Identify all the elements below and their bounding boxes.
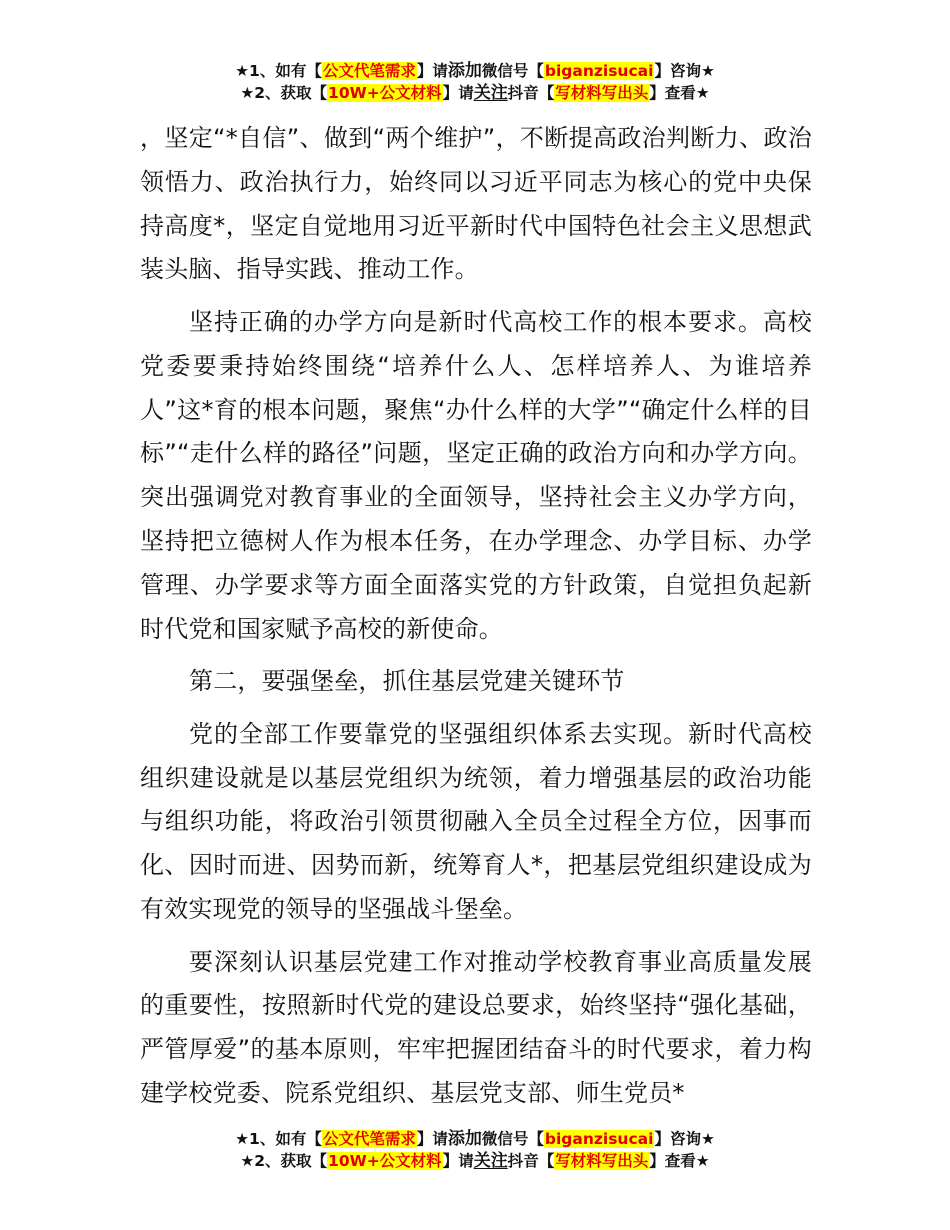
banner-text: 抖音【 bbox=[507, 84, 555, 102]
banner-text: 】请 bbox=[442, 84, 474, 102]
document-body bbox=[140, 117, 812, 1116]
banner-text: 】请 bbox=[442, 1152, 474, 1170]
banner-line-1 bbox=[0, 60, 950, 82]
highlight-douyin: 写材料写出头 bbox=[555, 84, 649, 102]
banner-line-2 bbox=[0, 82, 950, 104]
banner-text: 】查看★ bbox=[649, 84, 710, 102]
banner-emphasis: 添加 bbox=[447, 61, 482, 81]
banner-text: 】查看★ bbox=[649, 1152, 710, 1170]
section-heading: 第二，要强堡垒，抓住基层党建关键环节 bbox=[189, 667, 625, 696]
highlight-service: 公文代笔需求 bbox=[322, 62, 416, 80]
banner-line-1 bbox=[0, 1128, 950, 1150]
banner-text: ★1、如有【 bbox=[235, 62, 322, 80]
paragraph: 坚持正确的办学方向是新时代高校工作的根本要求。高校党委要秉持始终围绕“培养什么人、怎样培养人、为谁培养人”这*育的根本问题，聚焦“办什么样的大学”“确定什么样的目标”“走什么样的路径”问题，坚定正确的政治方向和办学方向。突出强调党对教育事业的全面领导，坚持社会主义办学方向，坚持把立德树人作为根本任务，在办学理念、办学目标、办学管理、办学要求等方面全面落实党的方针政策，自觉担负起新时代党和国家赋予高校的新使命。 bbox=[140, 307, 812, 643]
banner-emphasis: 关注 bbox=[473, 1151, 508, 1171]
banner-emphasis: 添加 bbox=[447, 1129, 482, 1149]
banner-text: 微信号【 bbox=[481, 62, 544, 80]
highlight-materials: 10W+公文材料 bbox=[328, 1152, 442, 1170]
paragraph-continuation: ，坚定“*自信”、做到“两个维护”，不断提高政治判断力、政治领悟力、政治执行力，始终同以习近平同志为核心的党中央保持高度*，坚定自觉地用习近平新时代中国特色社会主义思想武装头脑、指导实践、推动工作。 bbox=[140, 124, 812, 284]
banner-text: ★2、获取【 bbox=[240, 1152, 328, 1170]
banner-text: 】请 bbox=[416, 62, 448, 80]
highlight-wechat-id: biganzisucai bbox=[544, 1130, 654, 1148]
banner-line-2 bbox=[0, 1150, 950, 1172]
highlight-materials: 10W+公文材料 bbox=[328, 84, 442, 102]
banner-text: ★2、获取【 bbox=[240, 84, 328, 102]
banner-text: ★1、如有【 bbox=[235, 1130, 322, 1148]
paragraph: 党的全部工作要靠党的坚强组织体系去实现。新时代高校组织建设就是以基层党组织为统领，着力增强基层的政治功能与组织功能，将政治引领贯彻融入全员全过程全方位，因事而化、因时而进、因势而新，统筹育人*，把基层党组织建设成为有效实现党的领导的坚强战斗堡垒。 bbox=[140, 719, 812, 923]
paragraph: 要深刻认识基层党建工作对推动学校教育事业高质量发展的重要性，按照新时代党的建设总要求，始终坚持“强化基础，严管厚爱”的基本原则，牢牢把握团结奋斗的时代要求，着力构建学校党委、院系党组织、基层党支部、师生党员* bbox=[140, 947, 812, 1107]
highlight-service: 公文代笔需求 bbox=[322, 1130, 416, 1148]
top-banner bbox=[0, 60, 950, 104]
banner-text: 】咨询★ bbox=[654, 62, 715, 80]
highlight-douyin: 写材料写出头 bbox=[555, 1152, 649, 1170]
banner-emphasis: 关注 bbox=[473, 83, 508, 103]
highlight-wechat-id: biganzisucai bbox=[544, 62, 654, 80]
banner-text: 】请 bbox=[416, 1130, 448, 1148]
bottom-banner bbox=[0, 1128, 950, 1172]
banner-text: 抖音【 bbox=[507, 1152, 555, 1170]
banner-text: 】咨询★ bbox=[654, 1130, 715, 1148]
banner-text: 微信号【 bbox=[481, 1130, 544, 1148]
